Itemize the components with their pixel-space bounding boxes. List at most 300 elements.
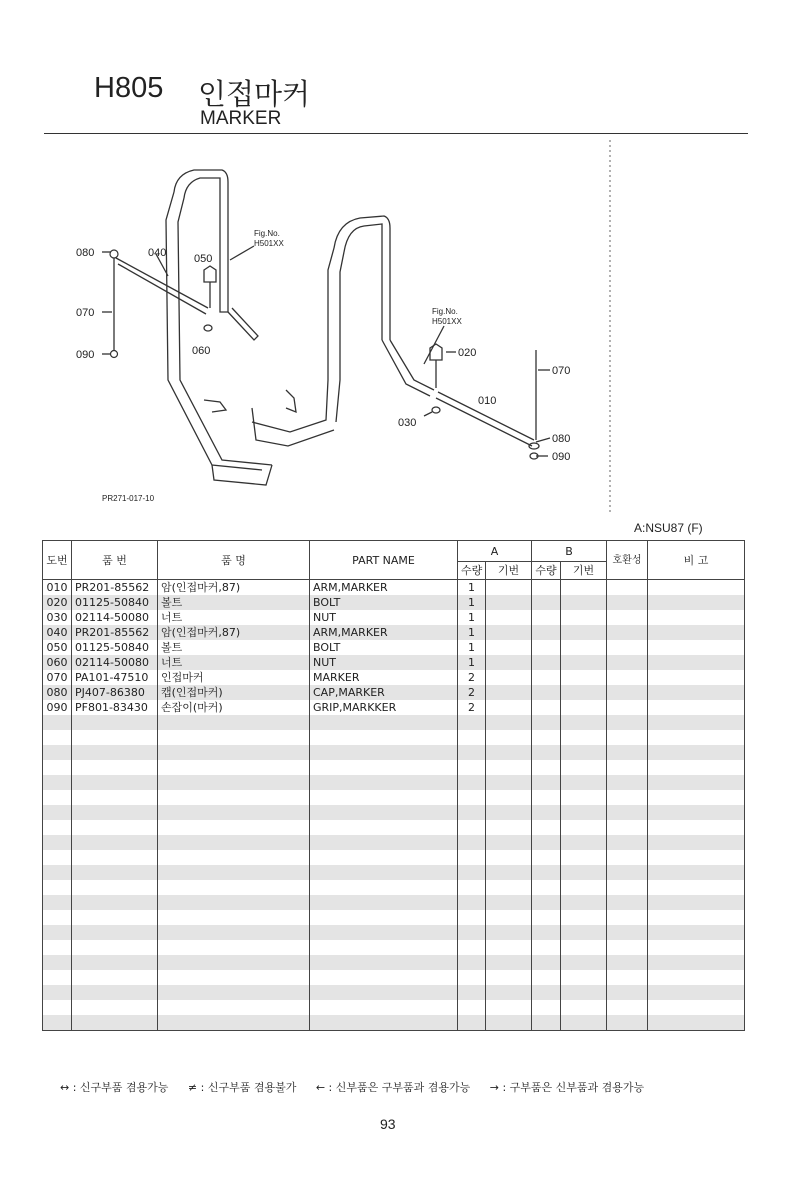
cell-remark <box>648 985 745 1000</box>
cell-part-name: BOLT <box>310 595 458 610</box>
cell-basic-b <box>561 820 607 835</box>
cell-basic-b <box>561 580 607 596</box>
cell-remark <box>648 1000 745 1015</box>
cell-basic-b <box>561 775 607 790</box>
compatibility-legend <box>60 1079 660 1095</box>
cell-no <box>43 730 72 745</box>
cell-no: 010 <box>43 580 72 596</box>
cell-basic-b <box>561 970 607 985</box>
cell-basic-a <box>486 625 532 640</box>
cell-part-no <box>72 760 158 775</box>
cell-part-name <box>310 910 458 925</box>
cell-name-ko: 너트 <box>158 610 310 625</box>
cell-remark <box>648 775 745 790</box>
table-row <box>43 1015 745 1031</box>
cell-name-ko <box>158 955 310 970</box>
cell-qty-b <box>532 760 561 775</box>
cell-qty-a <box>458 775 486 790</box>
cell-part-no: PF801-83430 <box>72 700 158 715</box>
header-no: 도번 <box>43 541 72 580</box>
cell-remark <box>648 760 745 775</box>
cell-part-no <box>72 880 158 895</box>
cell-basic-b <box>561 865 607 880</box>
cell-part-no <box>72 715 158 730</box>
fig-ref-2-id: H501XX <box>432 317 462 326</box>
cell-no <box>43 760 72 775</box>
cell-qty-a <box>458 730 486 745</box>
label-090-right: 090 <box>552 451 571 463</box>
cell-basic-a <box>486 820 532 835</box>
title-divider <box>44 133 748 134</box>
header-remark: 비 고 <box>648 541 745 580</box>
cell-no: 060 <box>43 655 72 670</box>
cell-basic-a <box>486 910 532 925</box>
cell-basic-a <box>486 925 532 940</box>
cell-no <box>43 865 72 880</box>
cell-part-name <box>310 925 458 940</box>
cell-qty-a: 1 <box>458 640 486 655</box>
cell-no <box>43 715 72 730</box>
cell-part-no <box>72 1015 158 1031</box>
label-080-left: 080 <box>76 247 95 259</box>
cell-part-no <box>72 940 158 955</box>
cell-basic-a <box>486 850 532 865</box>
cell-qty-b <box>532 985 561 1000</box>
cell-basic-a <box>486 895 532 910</box>
cell-basic-a <box>486 940 532 955</box>
cell-basic-b <box>561 610 607 625</box>
fig-ref-1-id: H501XX <box>254 239 284 248</box>
cell-part-name <box>310 895 458 910</box>
cell-no <box>43 820 72 835</box>
table-row <box>43 925 745 940</box>
cell-part-no <box>72 985 158 1000</box>
cell-qty-a <box>458 715 486 730</box>
cell-qty-a <box>458 745 486 760</box>
cell-basic-a <box>486 685 532 700</box>
cell-qty-b <box>532 730 561 745</box>
cell-basic-b <box>561 700 607 715</box>
header-part-name: PART NAME <box>310 541 458 580</box>
cell-compat <box>607 760 648 775</box>
cell-part-name: GRIP,MARKKER <box>310 700 458 715</box>
cell-basic-b <box>561 745 607 760</box>
cell-no <box>43 745 72 760</box>
cell-basic-a <box>486 640 532 655</box>
cell-qty-a <box>458 985 486 1000</box>
cell-compat <box>607 1015 648 1031</box>
table-row <box>43 685 745 700</box>
cell-qty-a: 2 <box>458 670 486 685</box>
cell-basic-a <box>486 610 532 625</box>
cell-compat <box>607 730 648 745</box>
cell-no <box>43 1000 72 1015</box>
label-050: 050 <box>194 253 213 265</box>
cell-basic-b <box>561 895 607 910</box>
cell-compat <box>607 865 648 880</box>
cell-name-ko <box>158 985 310 1000</box>
cell-qty-b <box>532 895 561 910</box>
cell-qty-a <box>458 1015 486 1031</box>
header-compat: 호환성 <box>607 541 648 580</box>
legend-item-2: ≠ : 신구부품 겸용불가 <box>187 1081 297 1094</box>
cell-name-ko: 암(인접마커,87) <box>158 580 310 596</box>
cell-qty-a: 1 <box>458 655 486 670</box>
cell-no: 050 <box>43 640 72 655</box>
cell-compat <box>607 625 648 640</box>
cell-qty-a: 1 <box>458 595 486 610</box>
cell-qty-b <box>532 880 561 895</box>
cell-basic-a <box>486 790 532 805</box>
cell-compat <box>607 790 648 805</box>
header-group-a: A <box>458 541 532 562</box>
cell-qty-a: 1 <box>458 625 486 640</box>
cell-part-name <box>310 970 458 985</box>
table-row <box>43 940 745 955</box>
cell-remark <box>648 670 745 685</box>
cell-part-name <box>310 790 458 805</box>
cell-name-ko <box>158 1000 310 1015</box>
cell-remark <box>648 610 745 625</box>
cell-qty-a <box>458 865 486 880</box>
cell-remark <box>648 745 745 760</box>
cell-basic-b <box>561 850 607 865</box>
table-row <box>43 730 745 745</box>
cell-qty-b <box>532 745 561 760</box>
header-group-b: B <box>532 541 607 562</box>
table-row <box>43 790 745 805</box>
cell-remark <box>648 730 745 745</box>
cell-no: 070 <box>43 670 72 685</box>
cell-qty-b <box>532 1000 561 1015</box>
cell-basic-b <box>561 685 607 700</box>
cell-name-ko: 볼트 <box>158 640 310 655</box>
cell-qty-a <box>458 955 486 970</box>
cell-qty-b <box>532 820 561 835</box>
cell-remark <box>648 700 745 715</box>
cell-qty-b <box>532 595 561 610</box>
cell-remark <box>648 640 745 655</box>
cell-basic-a <box>486 745 532 760</box>
cell-part-name <box>310 1015 458 1031</box>
cell-name-ko <box>158 805 310 820</box>
table-row <box>43 820 745 835</box>
cell-basic-b <box>561 730 607 745</box>
cell-no <box>43 775 72 790</box>
cell-basic-b <box>561 1000 607 1015</box>
table-row <box>43 910 745 925</box>
table-row <box>43 805 745 820</box>
cell-basic-b <box>561 1015 607 1031</box>
cell-part-name: MARKER <box>310 670 458 685</box>
cell-remark <box>648 910 745 925</box>
cell-basic-b <box>561 625 607 640</box>
section-title-english: MARKER <box>200 108 282 129</box>
cell-remark <box>648 715 745 730</box>
table-row <box>43 670 745 685</box>
label-070-left: 070 <box>76 307 95 319</box>
cell-basic-b <box>561 880 607 895</box>
cell-qty-b <box>532 715 561 730</box>
cell-part-no <box>72 865 158 880</box>
cell-part-name <box>310 880 458 895</box>
cell-basic-a <box>486 805 532 820</box>
cell-part-name: ARM,MARKER <box>310 625 458 640</box>
cell-basic-b <box>561 655 607 670</box>
cell-name-ko: 인접마커 <box>158 670 310 685</box>
table-row <box>43 1000 745 1015</box>
cell-part-no: 02114-50080 <box>72 610 158 625</box>
cell-part-no <box>72 910 158 925</box>
cell-part-no <box>72 850 158 865</box>
header-basic-a: 기번 <box>486 562 532 580</box>
table-row <box>43 580 745 596</box>
cell-no <box>43 970 72 985</box>
cell-name-ko <box>158 910 310 925</box>
parts-table-body <box>43 580 745 1031</box>
table-row <box>43 970 745 985</box>
cell-part-no <box>72 895 158 910</box>
cell-remark <box>648 580 745 596</box>
cell-part-no: 01125-50840 <box>72 640 158 655</box>
cell-qty-b <box>532 670 561 685</box>
cell-qty-b <box>532 910 561 925</box>
cell-no <box>43 880 72 895</box>
legend-item-4: → : 구부품은 신부품과 겸용가능 <box>489 1081 645 1094</box>
cell-remark <box>648 850 745 865</box>
cell-basic-b <box>561 910 607 925</box>
cell-part-no <box>72 835 158 850</box>
section-code: H805 <box>94 72 164 104</box>
cell-name-ko <box>158 715 310 730</box>
cell-qty-a <box>458 970 486 985</box>
grip-090-left <box>111 351 118 358</box>
cell-no <box>43 925 72 940</box>
cell-no <box>43 790 72 805</box>
table-row <box>43 640 745 655</box>
table-row <box>43 715 745 730</box>
cell-qty-a <box>458 790 486 805</box>
cell-part-name <box>310 985 458 1000</box>
cell-part-name <box>310 775 458 790</box>
cell-qty-b <box>532 625 561 640</box>
table-row <box>43 865 745 880</box>
cell-compat <box>607 610 648 625</box>
cell-no: 080 <box>43 685 72 700</box>
cell-part-no <box>72 970 158 985</box>
cell-basic-a <box>486 715 532 730</box>
cell-part-no: PA101-47510 <box>72 670 158 685</box>
cell-name-ko <box>158 850 310 865</box>
cell-basic-a <box>486 835 532 850</box>
cell-no <box>43 805 72 820</box>
parts-diagram <box>44 140 748 520</box>
label-070-right: 070 <box>552 365 571 377</box>
cell-compat <box>607 685 648 700</box>
cell-name-ko <box>158 865 310 880</box>
cell-basic-b <box>561 760 607 775</box>
cell-compat <box>607 820 648 835</box>
cell-compat <box>607 775 648 790</box>
label-080-right: 080 <box>552 433 571 445</box>
cell-no: 020 <box>43 595 72 610</box>
cell-basic-a <box>486 970 532 985</box>
cell-no <box>43 1015 72 1031</box>
cell-remark <box>648 970 745 985</box>
cell-compat <box>607 640 648 655</box>
cell-compat <box>607 985 648 1000</box>
cell-part-no: 01125-50840 <box>72 595 158 610</box>
cell-part-name <box>310 940 458 955</box>
cell-no <box>43 940 72 955</box>
cell-remark <box>648 820 745 835</box>
cell-name-ko <box>158 835 310 850</box>
fig-ref-1: Fig.No. <box>254 229 280 238</box>
cell-basic-b <box>561 790 607 805</box>
cell-qty-b <box>532 580 561 596</box>
header-name-ko: 품 명 <box>158 541 310 580</box>
cell-qty-a <box>458 850 486 865</box>
cell-name-ko <box>158 760 310 775</box>
cell-remark <box>648 805 745 820</box>
cell-basic-a <box>486 1000 532 1015</box>
cell-compat <box>607 655 648 670</box>
cell-no <box>43 895 72 910</box>
table-row <box>43 985 745 1000</box>
cell-part-no <box>72 805 158 820</box>
cell-no <box>43 910 72 925</box>
cell-no <box>43 955 72 970</box>
cell-basic-b <box>561 640 607 655</box>
label-090-left: 090 <box>76 349 95 361</box>
cell-name-ko <box>158 940 310 955</box>
cell-basic-a <box>486 700 532 715</box>
cell-compat <box>607 955 648 970</box>
cell-qty-a <box>458 1000 486 1015</box>
cell-remark <box>648 880 745 895</box>
cell-qty-b <box>532 790 561 805</box>
header-qty-a: 수량 <box>458 562 486 580</box>
cell-part-no <box>72 730 158 745</box>
cell-no <box>43 985 72 1000</box>
cell-part-name: NUT <box>310 610 458 625</box>
cell-part-name <box>310 820 458 835</box>
cell-qty-b <box>532 970 561 985</box>
cell-qty-b <box>532 835 561 850</box>
cell-no: 030 <box>43 610 72 625</box>
cell-basic-b <box>561 670 607 685</box>
cell-remark <box>648 835 745 850</box>
cell-qty-b <box>532 640 561 655</box>
cell-no <box>43 850 72 865</box>
cell-remark <box>648 865 745 880</box>
page-number: 93 <box>380 1116 396 1132</box>
cell-name-ko <box>158 820 310 835</box>
cell-qty-a: 1 <box>458 610 486 625</box>
cell-remark <box>648 595 745 610</box>
cell-qty-b <box>532 805 561 820</box>
cell-basic-b <box>561 715 607 730</box>
cell-remark <box>648 955 745 970</box>
cell-name-ko <box>158 1015 310 1031</box>
legend-item-3: ← : 신부품은 구부품과 겸용가능 <box>315 1081 471 1094</box>
cell-no: 040 <box>43 625 72 640</box>
cell-part-no: PR201-85562 <box>72 580 158 596</box>
cell-remark <box>648 895 745 910</box>
cell-name-ko <box>158 745 310 760</box>
cell-qty-b <box>532 655 561 670</box>
cell-basic-a <box>486 880 532 895</box>
cell-no <box>43 835 72 850</box>
cell-part-name <box>310 850 458 865</box>
cell-basic-a <box>486 580 532 596</box>
cell-part-name <box>310 1000 458 1015</box>
cell-part-no: PJ407-86380 <box>72 685 158 700</box>
cell-basic-a <box>486 985 532 1000</box>
cell-name-ko <box>158 925 310 940</box>
cell-basic-a <box>486 775 532 790</box>
cell-compat <box>607 835 648 850</box>
cell-qty-b <box>532 685 561 700</box>
header-part-no: 품 번 <box>72 541 158 580</box>
cell-compat <box>607 910 648 925</box>
label-030: 030 <box>398 417 417 429</box>
cell-remark <box>648 625 745 640</box>
cell-compat <box>607 1000 648 1015</box>
table-row <box>43 760 745 775</box>
cell-basic-a <box>486 955 532 970</box>
cell-qty-a <box>458 835 486 850</box>
cell-basic-b <box>561 805 607 820</box>
cell-compat <box>607 595 648 610</box>
cap-080-left <box>110 250 118 258</box>
cell-qty-a <box>458 820 486 835</box>
cell-part-name <box>310 715 458 730</box>
cell-basic-a <box>486 595 532 610</box>
cell-qty-a <box>458 895 486 910</box>
cell-compat <box>607 700 648 715</box>
cell-part-no <box>72 1000 158 1015</box>
cell-part-name: CAP,MARKER <box>310 685 458 700</box>
cell-basic-a <box>486 670 532 685</box>
cell-basic-b <box>561 925 607 940</box>
cell-remark <box>648 685 745 700</box>
cell-name-ko <box>158 970 310 985</box>
header-basic-b: 기번 <box>561 562 607 580</box>
cell-name-ko <box>158 790 310 805</box>
cell-qty-a <box>458 760 486 775</box>
cell-part-name <box>310 955 458 970</box>
cell-compat <box>607 970 648 985</box>
cell-part-no <box>72 925 158 940</box>
table-row <box>43 775 745 790</box>
cell-qty-b <box>532 940 561 955</box>
cell-qty-b <box>532 955 561 970</box>
cell-part-no <box>72 955 158 970</box>
table-row <box>43 655 745 670</box>
cell-compat <box>607 745 648 760</box>
cell-part-name <box>310 745 458 760</box>
label-040: 040 <box>148 247 167 259</box>
cell-qty-b <box>532 1015 561 1031</box>
cell-basic-b <box>561 955 607 970</box>
cell-part-name <box>310 730 458 745</box>
cell-part-no: 02114-50080 <box>72 655 158 670</box>
drawing-id: PR271-017-10 <box>102 494 155 503</box>
section-title-korean: 인접마커 <box>198 77 311 111</box>
cell-basic-a <box>486 1015 532 1031</box>
cell-qty-a <box>458 925 486 940</box>
